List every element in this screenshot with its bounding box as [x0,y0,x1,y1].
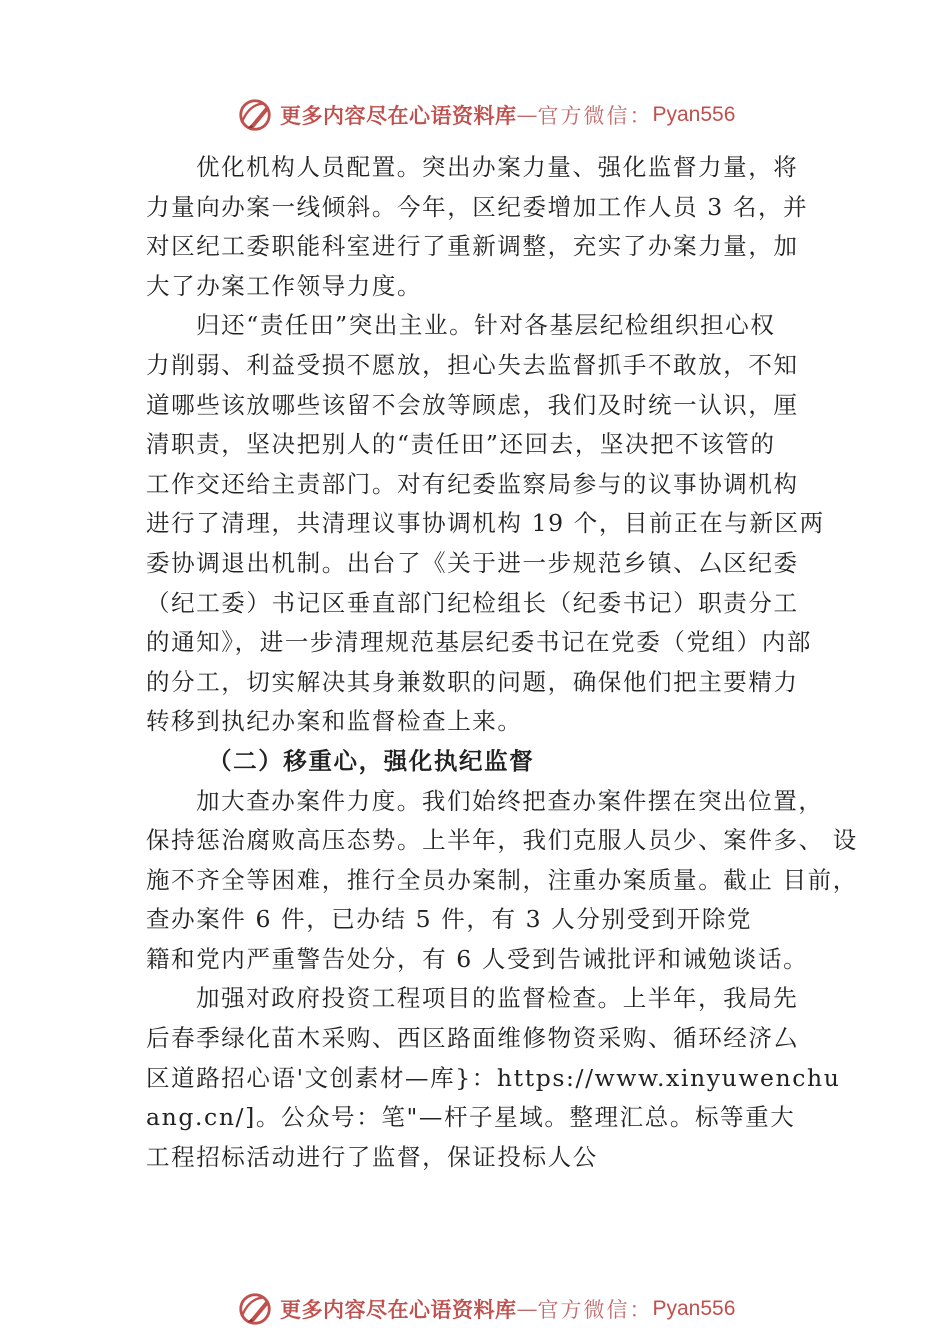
text-line: 区道路招心语'文创素材—库}：https://www.xinyuwenchu [146,1063,841,1092]
text-line: 优化机构人员配置。突出办案力量、强化监督力量，将 [196,153,799,181]
section-heading: （二）移重心，强化执纪监督 [208,746,535,775]
footer-watermark [236,1290,735,1328]
text-line: 的通知》，进一步清理规范基层纪委书记在党委（党组）内部 [146,628,812,657]
text-line: 查办案件 6 件，已办结 5 件，有 3 人分别受到开除党 [146,905,753,934]
text-line: 委协调退出机制。出台了《关于进一步规范乡镇、厶区纪委 [146,548,799,577]
text-line: 对区纪工委职能科室进行了重新调整，充实了办案力量，加 [146,232,799,261]
document-body [146,148,858,1177]
text-line: 工程招标活动进行了监督，保证投标人公 [146,1142,598,1171]
text-line: 加大查办案件力度。我们始终把查办案件摆在突出位置， [196,786,824,815]
text-line: ang.cn/]。公众号：笔"—杆子星域。整理汇总。标等重大 [146,1103,796,1132]
watermark-separator: — [516,1297,538,1321]
watermark-wechat-id: Pyan556 [652,1297,736,1320]
text-line: 进行了清理，共清理议事协调机构 19 个，目前正在与新区两 [146,509,825,538]
watermark-separator: — [516,103,538,127]
text-line: 道哪些该放哪些该留不会放等顾虑，我们及时统一认识，厘 [146,390,799,419]
text-line: （纪工委）书记区垂直部门纪检组长（纪委书记）职责分工 [146,588,799,617]
watermark-wechat-id: Pyan556 [652,103,736,126]
text-line: 大了办案工作领导力度。 [146,271,423,300]
pen-logo-icon [236,1290,274,1328]
text-line: 转移到执纪办案和监督检查上来。 [146,707,523,736]
text-line: 工作交还给主责部门。对有纪委监察局参与的议事协调机构 [146,469,799,498]
text-line: 的分工，切实解决其身兼数职的问题，确保他们把主要精力 [146,667,799,696]
watermark-wechat-label: 官方微信： [537,1298,653,1322]
text-line: 籍和党内严重警告处分，有 6 人受到告诫批评和诫勉谈话。 [146,944,809,973]
header-watermark [236,96,735,134]
pen-logo-icon [236,96,274,134]
text-line: 后春季绿化苗木采购、西区路面维修物资采购、循环经济厶 [146,1024,799,1053]
text-line: 加强对政府投资工程项目的监督检查。上半年，我局先 [196,984,799,1013]
text-line: 保持惩治腐败高压态势。上半年，我们克服人员少、案件多、 设 [146,826,858,855]
watermark-brand: 更多内容尽在心语资料库 [280,1297,517,1322]
text-line: 归还“责任田”突出主业。针对各基层纪检组织担心权 [196,311,776,340]
text-line: 力削弱、利益受损不愿放，担心失去监督抓手不敢放，不知 [146,350,799,379]
watermark-brand: 更多内容尽在心语资料库 [280,103,517,128]
text-line: 清职责，坚决把别人的“责任田”还回去，坚决把不该管的 [146,430,776,459]
text-line: 力量向办案一线倾斜。今年，区纪委增加工作人员 3 名，并 [146,192,809,221]
watermark-wechat-label: 官方微信： [537,104,653,128]
text-line: 施不齐全等困难，推行全员办案制，注重办案质量。截止 目前， [146,865,858,894]
